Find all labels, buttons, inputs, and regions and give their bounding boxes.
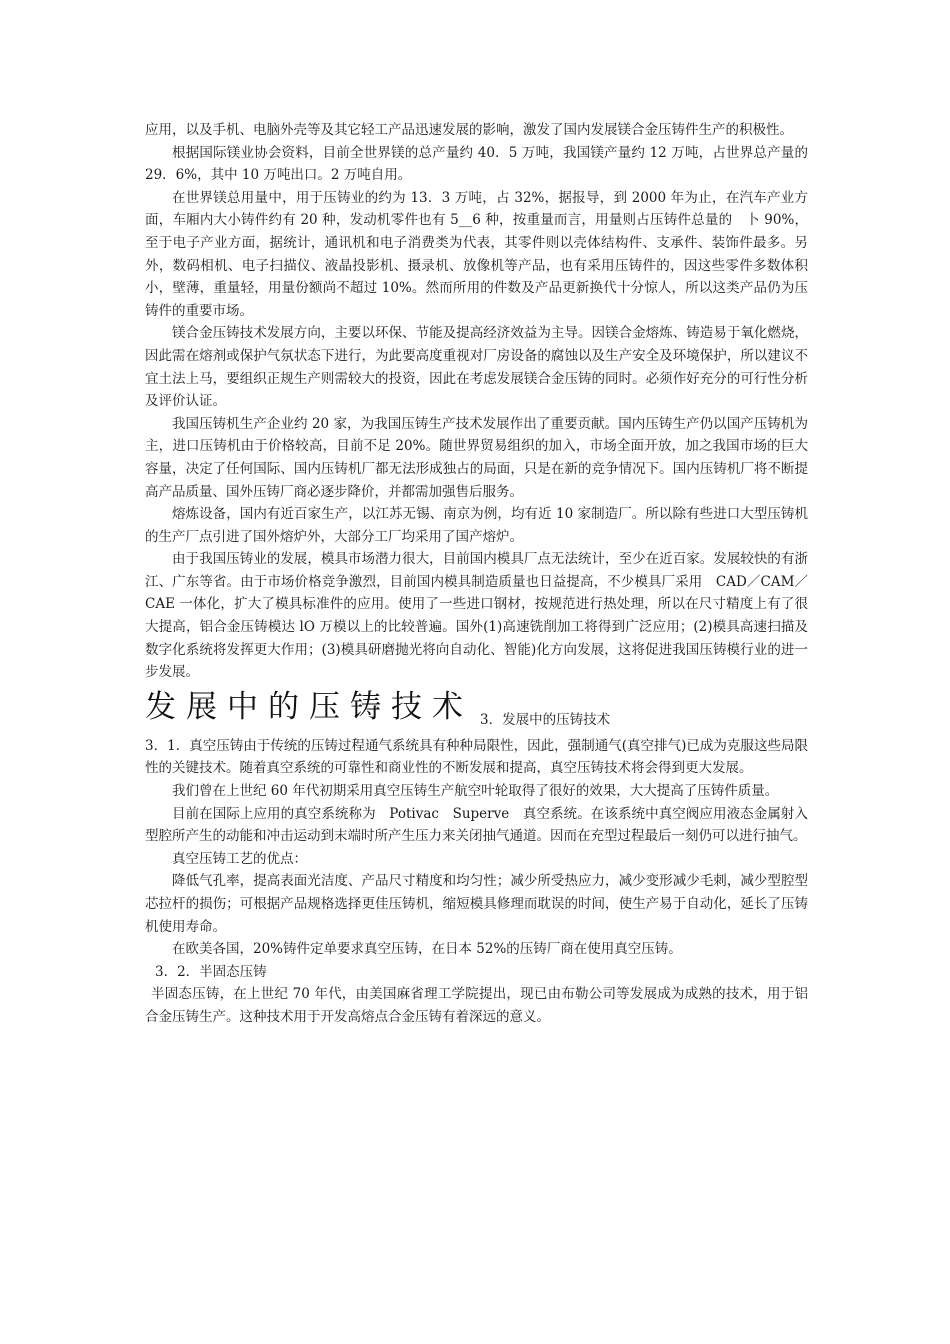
- paragraph-magnesium-output: 根据国际镁业协会资料，目前全世界镁的总产量约 40．5 万吨，我国镁产量约 12 万吨，占世界总产量的 29．6%，其中 10 万吨出口。2 万吨自用。: [145, 144, 808, 184]
- section-title-small: 3．发展中的压铸技术: [480, 711, 611, 728]
- subsection-semi-solid-title: 3．2．半固态压铸: [155, 963, 267, 980]
- paragraph-development-direction: 镁合金压铸技术发展方向，主要以环保、节能及提高经济效益为主导。因镁合金熔炼、铸造易于氧化燃烧，因此需在熔剂或保护气氛状态下进行，为此要高度重视对厂房设备的腐蚀以及生产安全及环境保护，所以建议不宜土法上马，要组织正规生产则需较大的投资，因此在考虑发展镁合金压铸的同时。必须作好充分的可行性分析及评价认证。: [145, 325, 808, 410]
- section-heading-row: [145, 687, 808, 735]
- paragraph-application: 应用，以及手机、电脑外壳等及其它轻工产品迅速发展的影响，激发了国内发展镁合金压铸件生产的积极性。: [145, 122, 793, 138]
- paragraph-machine-makers: 我国压铸机生产企业约 20 家，为我国压铸生产技术发展作出了重要贡献。国内压铸生产仍以国产压铸机为主，进口压铸机由于价格较高，目前不足 20%。随世界贸易组织的加入，市场全面开放，加之我国市场的巨大容量，决定了任何国际、国内压铸机厂都无法形成独占的局面，只是在新的竞争情况下。国内压铸机厂将不断提高产品质量、国外压铸厂商必逐步降价，并都需加强售后服务。: [145, 415, 808, 500]
- paragraph-semi-solid: 半固态压铸，在上世纪 70 年代，由美国麻省理工学院提出，现已由布勒公司等发展成为成熟的技术，用于铝合金压铸生产。这种技术用于开发高熔点合金压铸有着深远的意义。: [145, 986, 808, 1025]
- paragraph-vacuum-system: 目前在国际上应用的真空系统称为 Potivac Superve 真空系统。在该系统中真空阀应用液态金属射入型腔所产生的动能和冲击运动到末端时所产生压力来关闭抽气通道。因而在充型过程最后一刻仍可以进行抽气。: [145, 805, 808, 845]
- paragraph-mold-market: 由于我国压铸业的发展，模具市场潜力很大，目前国内模具厂点无法统计，至少在近百家。发展较快的有浙江、广东等省。由于市场价格竞争激烈，目前国内模具制造质量也日益提高，不少模具厂采用 CAD／CAM／CAE 一体化，扩大了模具标准件的应用。使用了一些进口钢材，按规范进行热处理，所以在尺寸精度上有了很大提高，铝合金压铸模达 lO 万模以上的比较普遍。国外(1)高速铣削加工将得到广泛应用；(2)模具高速扫描及数字化系统将发挥更大作用；(3)模具研磨抛光将向自动化、智能)化方向发展，这将促进我国压铸模行业的进一步发展。: [145, 551, 808, 681]
- paragraph-advantages-title: 真空压铸工艺的优点：: [172, 850, 307, 867]
- paragraph-1960s-experience: 我们曾在上世纪 60 年代初期采用真空压铸生产航空叶轮取得了很好的效果，大大提高了压铸件质量。: [172, 783, 779, 800]
- paragraph-europe-japan: 在欧美各国，20%铸件定单要求真空压铸，在日本 52%的压铸厂商在使用真空压铸。: [172, 941, 682, 958]
- document-page: [145, 119, 808, 1029]
- paragraph-melting-equipment: 熔炼设备，国内有近百家生产，以江苏无锡、南京为例，均有近 10 家制造厂。所以除有些进口大型压铸机的生产厂点引进了国外熔炉外，大部分工厂均采用了国产熔炉。: [145, 506, 808, 545]
- section-title-large: 发展中的压铸技术: [145, 688, 473, 725]
- paragraph-die-casting-usage: 在世界镁总用量中，用于压铸业的约为 13．3 万吨，占 32%，据报导，到 2000 年为止，在汽车产业方面，车厢内大小铸件约有 20 种，发动机零件也有 5__6 种，按重量而言，用量则占压铸件总量的 卜 90%，至于电子产业方面，据统计，通讯机和电子消费类为代表，其零件则以壳体结构件、支承件、装饰件最多。另外，数码相机、电子扫描仪、液晶投影机、摄录机、放像机等产品，也有采用压铸件的，因这些零件多数体积小，壁薄，重量轻，用量份额尚不超过 10%。然而所用的件数及产品更新换代十分惊人，所以这类产品仍为压铸件的重要市场。: [145, 189, 808, 319]
- paragraph-vacuum-die-casting: 3．1．真空压铸由于传统的压铸过程通气系统具有种种局限性，因此，强制通气(真空排气)已成为克服这些局限性的关键技术。随着真空系统的可靠性和商业性的不断发展和提高，真空压铸技术将会得到更大发展。: [145, 737, 808, 777]
- paragraph-advantages: 降低气孔率，提高表面光洁度、产品尺寸精度和均匀性；减少所受热应力，减少变形减少毛刺，减少型腔型芯拉杆的损伤；可根据产品规格选择更佳压铸机，缩短模具修理而耽误的时间，使生产易于自动化，延长了压铸机使用寿命。: [145, 873, 808, 935]
